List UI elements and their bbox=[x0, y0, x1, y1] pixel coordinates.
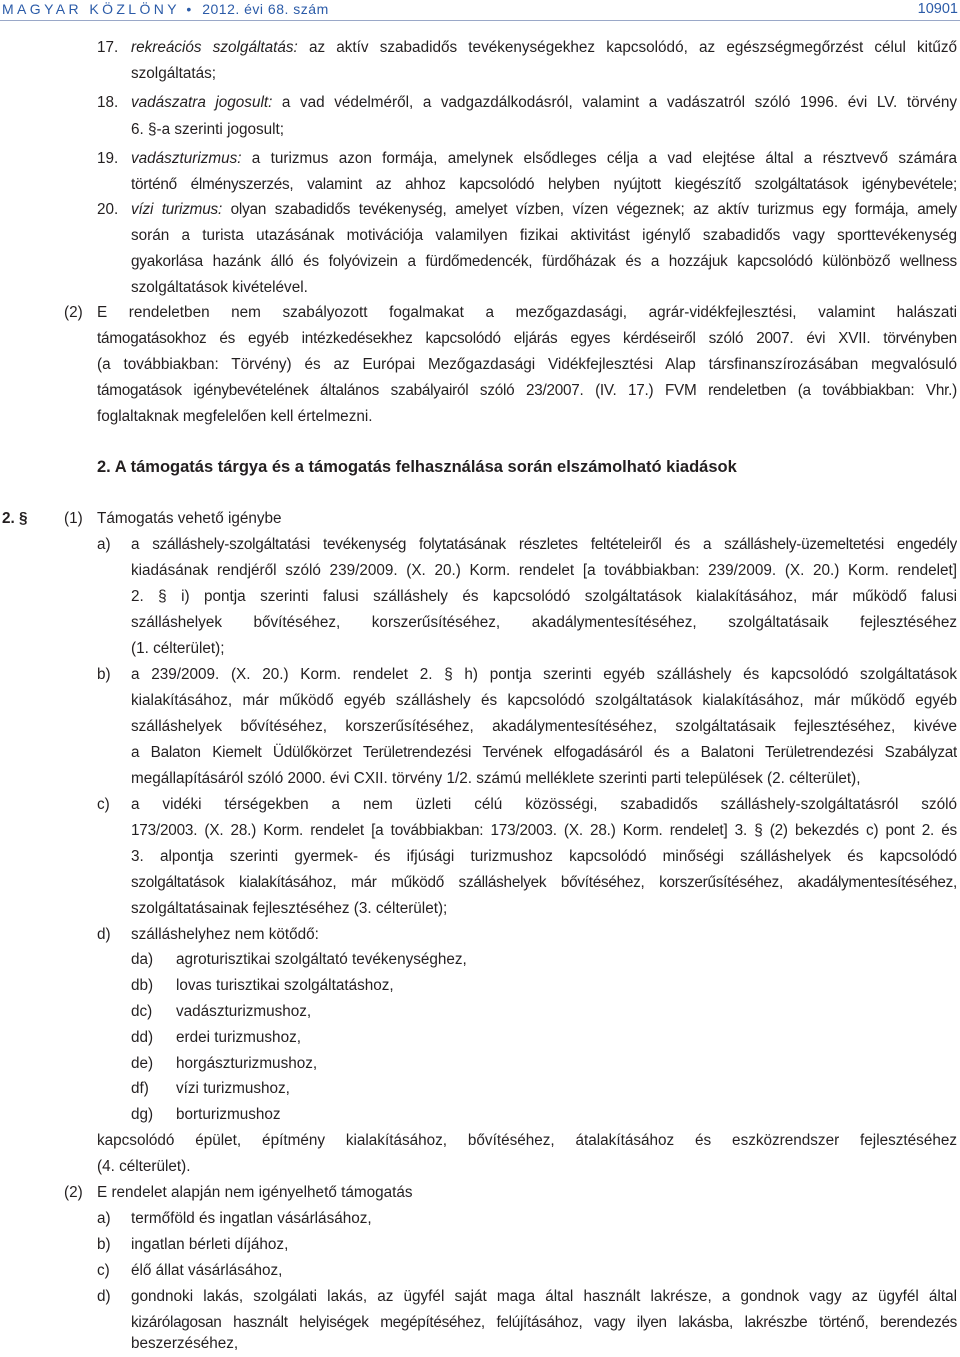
point-label: d) bbox=[97, 1288, 111, 1305]
page-number: 10901 bbox=[917, 1, 958, 17]
definition-17-line2: szolgáltatás; bbox=[131, 65, 217, 82]
definition-number: 20. bbox=[97, 201, 119, 218]
page-header bbox=[0, 0, 960, 18]
subpoint-label: df) bbox=[131, 1080, 149, 1097]
point-label: b) bbox=[97, 666, 111, 683]
subpoint-label: da) bbox=[131, 951, 154, 968]
point-text: beszerzéséhez, bbox=[131, 1335, 239, 1352]
point-text: gondnoki lakás, szolgálati lakás, az ügyfél saját maga által használt lakrésze, a gondnok vagy az ügyfél által bbox=[131, 1288, 957, 1305]
point-a-line: 2. § i) pontja szerinti falusi szálláshely és kapcsolódó szolgáltatások kialakításához, már működő falusi bbox=[131, 588, 957, 605]
point-text: ingatlan bérleti díjához, bbox=[131, 1236, 289, 1253]
issue-label: 2012. évi 68. szám bbox=[202, 1, 329, 17]
subpoint-text: vadászturizmushoz, bbox=[176, 1003, 312, 1020]
definition-20-line4: szolgáltatások kivételével. bbox=[131, 279, 308, 296]
paragraph-2-line1: E rendeletben nem szabályozott fogalmakat a mezőgazdasági, agrár-vidékfejlesztési, valamint halászati bbox=[97, 304, 957, 321]
definition-text: a vad védelméről, a vadgazdálkodásról, valamint a vadászatról szóló 1996. évi LV. törvény bbox=[272, 94, 957, 111]
definition-term: vadászturizmus: bbox=[131, 150, 242, 167]
definition-number: 19. bbox=[97, 150, 119, 167]
subpoint-text: erdei turizmushoz, bbox=[176, 1029, 301, 1046]
paragraph-label: (1) bbox=[64, 510, 83, 527]
point-label: c) bbox=[97, 796, 110, 813]
paragraph-1-intro: Támogatás vehető igénybe bbox=[97, 510, 282, 527]
point-c-line: 173/2003. (X. 28.) Korm. rendelet [a továbbiakban: 173/2003. (X. 28.) Korm. rendelet] 3. § (2) bekezdés c) pont 2. és bbox=[131, 822, 957, 839]
definition-18-line2: 6. §-a szerinti jogosult; bbox=[131, 121, 285, 138]
definition-17-line1 bbox=[131, 35, 957, 61]
point-label: b) bbox=[97, 1236, 111, 1253]
paragraph-2-line5: foglaltaknak megfelelően kell értelmezni. bbox=[97, 408, 373, 425]
point-b-line: a Balaton Kiemelt Üdülőkörzet Területrendezési Tervének elfogadásáról és a Balatoni Területrendezési Szabályzat bbox=[131, 744, 957, 761]
point-b-line: kialakításához, már működő egyéb szálláshely és kapcsolódó szolgáltatások kialakításához, már működő egyéb bbox=[131, 692, 957, 709]
definition-19-line1 bbox=[131, 146, 957, 172]
definition-text: az aktív szabadidős tevékenységekhez kapcsolódó, az egészségmegőrzést célul kitűző bbox=[297, 39, 957, 56]
point-d-tail-line2: (4. célterület). bbox=[97, 1158, 191, 1175]
subpoint-label: db) bbox=[131, 977, 154, 994]
point-b-line: szálláshelyek bővítéséhez, korszerűsítéséhez, akadálymentesítéséhez, szolgáltatásaik fejlesztéséhez, kivéve bbox=[131, 718, 957, 735]
definition-20-line3: gyakorlása hazánk álló és folyóvizein a fürdőmedencék, fürdőházak és a hozzájuk kapcsolódó különböző wellness bbox=[131, 253, 957, 270]
point-b-line: megállapításáról szóló 2000. évi CXII. törvény 1/2. számú mellékletе szerinti parti települések (2. célterület), bbox=[131, 770, 861, 787]
definition-text: a turizmus azon formája, amelynek elsődleges célja a vad elejtése által a résztvevő számára bbox=[241, 150, 957, 167]
point-label: a) bbox=[97, 1210, 111, 1227]
point-a-line: szálláshelyek bővítéséhez, korszerűsítéséhez, akadálymentesítéséhez, szolgáltatásaik fejlesztéséhez bbox=[131, 614, 957, 631]
subpoint-text: borturizmushoz bbox=[176, 1106, 281, 1123]
subpoint-label: de) bbox=[131, 1055, 154, 1072]
subpoint-label: dc) bbox=[131, 1003, 153, 1020]
definition-number: 17. bbox=[97, 39, 119, 56]
section-heading: 2. A támogatás tárgya és a támogatás felhasználása során elszámolható kiadások bbox=[97, 458, 737, 476]
paragraph-2-intro: E rendelet alapján nem igényelhető támogatás bbox=[97, 1184, 413, 1201]
point-label: c) bbox=[97, 1262, 110, 1279]
paragraph-2-line4: támogatások igénybevételének általános szabályairól szóló 23/2007. (IV. 17.) FVM rendeletben (a továbbiakban: Vhr.) bbox=[97, 382, 957, 399]
subpoint-label: dg) bbox=[131, 1106, 154, 1123]
point-c-line: szolgáltatások kialakításához, már működő szálláshelyek bővítéséhez, korszerűsítéséhez, akadálymentesítéséhez, bbox=[131, 874, 957, 891]
point-a-line: kiadásának rendjéről szóló 239/2009. (X. 20.) Korm. rendelet [a továbbiakban: 239/2009. (X. 20.) Korm. rendelet] bbox=[131, 562, 957, 579]
point-c-line: 3. alpontja szerinti gyermek- és ifjúsági turizmushoz kapcsolódó minőségi szálláshelyek és kapcsolódó bbox=[131, 848, 957, 865]
point-text: élő állat vásárlásához, bbox=[131, 1262, 283, 1279]
definition-19-line2: történő élményszerzés, valamint az ahhoz kapcsolódó helyben nyújtott kiegészítő szolgáltatások igénybevétele; bbox=[131, 176, 957, 193]
point-d-tail-line1: kapcsolódó épület, építmény kialakításához, bővítéséhez, átalakításához és eszközrendszer fejlesztéséhez bbox=[97, 1132, 957, 1149]
definition-20-line1 bbox=[131, 197, 957, 223]
paragraph-2-line3: (a továbbiakban: Törvény) és az Európai Mezőgazdasági Vidékfejlesztési Alap társfinanszírozásában megvalósuló bbox=[97, 356, 957, 373]
definition-term: rekreációs szolgáltatás: bbox=[131, 39, 298, 56]
point-b-line: a 239/2009. (X. 20.) Korm. rendelet 2. § h) pontja szerinti egyéb szálláshely és kapcsolódó szolgáltatások bbox=[131, 666, 957, 683]
subpoint-text: horgászturizmushoz, bbox=[176, 1055, 318, 1072]
header-bullet: • bbox=[186, 1, 192, 17]
definition-20-line2: során a turista utazásának motivációja valamilyen fizikai aktivitást igénylő szabadidős vagy sporttevékenység bbox=[131, 227, 957, 244]
publication-title bbox=[2, 0, 329, 18]
paragraph-label: (2) bbox=[64, 304, 83, 321]
point-label: d) bbox=[97, 926, 111, 943]
definition-text: olyan szabadidős tevékenység, amelyet vízben, vízen végeznek; az aktív turizmus egy formája, amely bbox=[222, 201, 957, 218]
header-rule bbox=[0, 20, 960, 21]
subpoint-text: vízi turizmushoz, bbox=[176, 1080, 290, 1097]
point-label: a) bbox=[97, 536, 111, 553]
subpoint-text: lovas turisztikai szolgáltatáshoz, bbox=[176, 977, 394, 994]
point-d-intro: szálláshelyhez nem kötődő: bbox=[131, 926, 319, 943]
point-a-line: a szálláshely-szolgáltatási tevékenység folytatásának részletes feltételeiről és a szálláshely-üzemeltetési engedély bbox=[131, 536, 957, 553]
subpoint-label: dd) bbox=[131, 1029, 154, 1046]
subpoint-text: agroturisztikai szolgáltató tevékenységhez, bbox=[176, 951, 467, 968]
definition-18-line1 bbox=[131, 90, 957, 116]
point-text: kizárólagosan használt helyiségek megépítéséhez, felújításához, vagy ilyen lakásba, lakrészbe történő, berendezés bbox=[131, 1314, 957, 1331]
point-a-line: (1. célterület); bbox=[131, 640, 225, 657]
point-text: termőföld és ingatlan vásárlásához, bbox=[131, 1210, 372, 1227]
point-c-line: szolgáltatásainak fejlesztéséhez (3. célterület); bbox=[131, 900, 448, 917]
definition-number: 18. bbox=[97, 94, 119, 111]
point-c-line: a vidéki térségekben a nem üzleti célú közösségi, szabadidős szálláshely-szolgáltatásról szóló bbox=[131, 796, 957, 813]
section-label: 2. § bbox=[2, 510, 28, 527]
paragraph-label: (2) bbox=[64, 1184, 83, 1201]
publication-name: MAGYAR KÖZLÖNY bbox=[2, 1, 181, 17]
definition-term: vadászatra jogosult: bbox=[131, 94, 273, 111]
paragraph-2-line2: támogatásokhoz és egyéb intézkedésekhez kapcsolódó eljárás egyes kérdéseiről szóló 2007. évi XVII. törvényben bbox=[97, 330, 957, 347]
definition-term: vízi turizmus: bbox=[131, 201, 223, 218]
